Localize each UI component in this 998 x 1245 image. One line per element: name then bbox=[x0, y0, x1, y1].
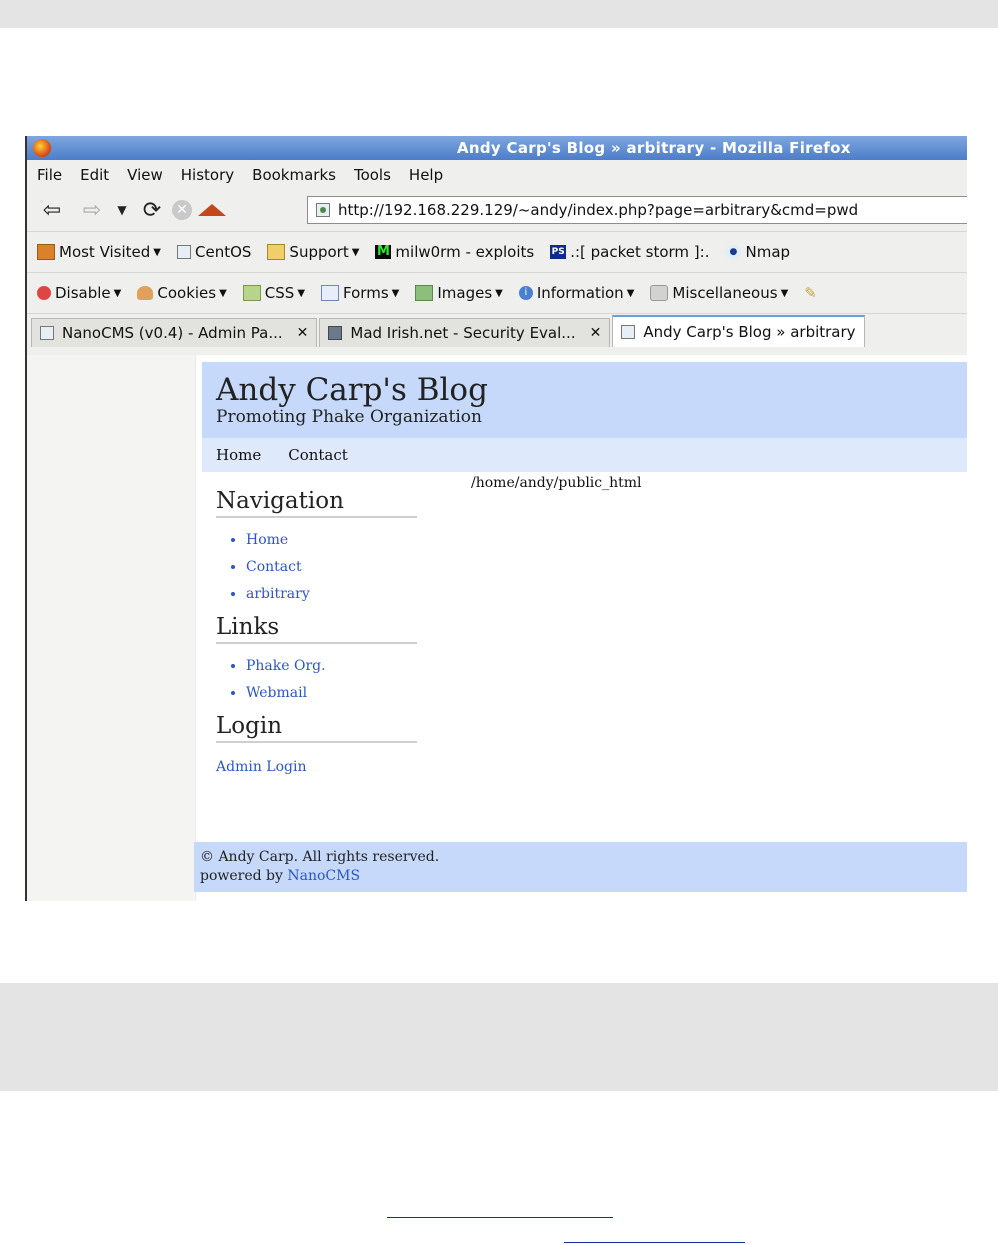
folder-icon bbox=[267, 244, 285, 260]
blog-page bbox=[200, 362, 967, 884]
devtool-more-icon[interactable]: ✎ bbox=[804, 284, 817, 302]
page-viewport bbox=[27, 355, 967, 901]
most-visited-icon bbox=[37, 244, 55, 260]
devtool-label: Forms bbox=[343, 284, 389, 302]
devtool-disable[interactable] bbox=[37, 284, 121, 302]
menu-tools[interactable]: Tools bbox=[353, 165, 391, 184]
bookmark-most-visited[interactable] bbox=[37, 243, 161, 261]
navigation-heading: Navigation bbox=[216, 488, 417, 518]
nav-link-arbitrary[interactable]: • arbitrary bbox=[246, 586, 417, 602]
menu-edit[interactable]: Edit bbox=[80, 165, 110, 184]
bookmark-centos[interactable] bbox=[177, 243, 251, 261]
top-gray-band bbox=[0, 0, 998, 28]
window-title: Andy Carp's Blog » arbitrary - Mozilla Firefox bbox=[457, 139, 851, 157]
chevron-down-icon: ▼ bbox=[153, 246, 161, 258]
devtool-cookies[interactable] bbox=[137, 284, 226, 302]
navigation-list bbox=[216, 532, 417, 602]
admin-login-link[interactable]: Admin Login bbox=[216, 759, 307, 775]
stop-icon: ✕ bbox=[172, 200, 192, 220]
stop-button[interactable] bbox=[167, 195, 197, 225]
link-phake-org[interactable]: • Phake Org. bbox=[246, 658, 417, 674]
command-output: /home/andy/public_html bbox=[471, 475, 642, 491]
packetstorm-icon: PS bbox=[551, 247, 565, 257]
bookmark-label: Most Visited bbox=[59, 243, 151, 261]
chevron-down-icon: ▼ bbox=[219, 287, 227, 299]
nanocms-link[interactable]: NanoCMS bbox=[287, 868, 361, 884]
page-icon bbox=[621, 325, 635, 339]
reload-icon[interactable]: ⟳ bbox=[142, 197, 162, 223]
information-icon: i bbox=[519, 286, 533, 300]
bookmark-milw0rm[interactable] bbox=[375, 243, 534, 261]
tab-madirish[interactable] bbox=[319, 318, 610, 347]
tab-strip bbox=[27, 313, 967, 347]
bookmark-packet-storm[interactable] bbox=[550, 243, 709, 261]
tab-nanocms[interactable] bbox=[31, 318, 317, 347]
blog-subtitle: Promoting Phake Organization bbox=[216, 407, 482, 427]
chevron-down-icon: ▼ bbox=[391, 287, 400, 299]
topnav-contact[interactable]: Contact bbox=[288, 446, 348, 464]
menu-bar bbox=[27, 160, 967, 189]
milw0rm-icon: M bbox=[376, 244, 390, 259]
bookmark-label: CentOS bbox=[195, 243, 252, 261]
back-arrow-icon[interactable]: ⇦ bbox=[42, 197, 62, 223]
footnote-underline bbox=[564, 1242, 745, 1243]
close-tab-icon[interactable]: ✕ bbox=[589, 325, 602, 341]
devtool-miscellaneous[interactable] bbox=[650, 284, 788, 302]
images-icon bbox=[415, 285, 433, 301]
links-heading: Links bbox=[216, 614, 417, 644]
bookmark-support[interactable] bbox=[267, 243, 359, 261]
footnote-underline bbox=[387, 1217, 613, 1218]
middle-gray-band bbox=[0, 983, 998, 1091]
page-icon bbox=[177, 245, 191, 259]
devtool-forms[interactable] bbox=[321, 284, 399, 302]
chevron-down-icon: ▼ bbox=[495, 287, 503, 299]
bookmark-label: Nmap bbox=[745, 243, 791, 261]
blog-sidebar bbox=[216, 488, 417, 775]
url-text[interactable]: http://192.168.229.129/~andy/index.php?page=arbitrary&cmd=pwd bbox=[338, 201, 859, 219]
history-dropdown-icon[interactable]: ▼ bbox=[117, 203, 127, 217]
nav-link-home[interactable]: • Home bbox=[246, 532, 417, 548]
bookmark-label: Support bbox=[289, 243, 349, 261]
devtool-label: Cookies bbox=[157, 284, 217, 302]
bookmark-label: milw0rm - exploits bbox=[395, 243, 535, 261]
blog-title: Andy Carp's Blog bbox=[216, 372, 488, 408]
tab-label: Mad Irish.net - Security Eval... bbox=[350, 324, 576, 342]
blog-header bbox=[202, 362, 967, 438]
chevron-down-icon: ▼ bbox=[351, 246, 360, 258]
devtool-images[interactable] bbox=[415, 284, 503, 302]
devtool-label: Information bbox=[536, 284, 624, 302]
cookies-icon bbox=[137, 286, 153, 300]
powered-by-text: powered by bbox=[200, 868, 288, 884]
title-bar bbox=[27, 136, 967, 160]
devtool-label: Miscellaneous bbox=[672, 284, 778, 302]
miscellaneous-icon bbox=[650, 285, 668, 301]
devtool-label: Disable bbox=[55, 284, 111, 302]
bookmark-label: .:[ packet storm ]:. bbox=[570, 243, 710, 261]
firefox-logo-icon[interactable] bbox=[33, 139, 51, 157]
devtool-label: CSS bbox=[264, 284, 295, 302]
bookmarks-toolbar bbox=[27, 231, 967, 272]
home-button[interactable] bbox=[197, 195, 227, 225]
chevron-down-icon: ▼ bbox=[113, 287, 122, 299]
css-icon bbox=[243, 285, 261, 301]
page-icon bbox=[40, 326, 54, 340]
link-webmail[interactable]: • Webmail bbox=[246, 685, 417, 701]
web-developer-toolbar bbox=[27, 272, 967, 313]
site-identity-icon[interactable] bbox=[316, 203, 330, 217]
menu-history[interactable]: History bbox=[180, 165, 235, 184]
blog-content bbox=[202, 472, 967, 842]
tab-label: Andy Carp's Blog » arbitrary bbox=[643, 323, 856, 341]
tab-label: NanoCMS (v0.4) - Admin Pa... bbox=[62, 324, 283, 342]
home-icon bbox=[198, 204, 226, 216]
chevron-down-icon: ▼ bbox=[297, 287, 306, 299]
menu-view[interactable]: View bbox=[127, 165, 163, 184]
tab-andy-carps-blog[interactable] bbox=[612, 315, 864, 347]
navigation-toolbar bbox=[27, 189, 967, 231]
login-heading: Login bbox=[216, 713, 417, 743]
eye-icon: ● bbox=[725, 245, 741, 259]
disable-icon bbox=[37, 286, 51, 300]
forms-icon bbox=[321, 285, 339, 301]
footer-powered bbox=[200, 867, 967, 886]
menu-file[interactable]: File bbox=[37, 165, 63, 184]
devtool-label: Images bbox=[437, 284, 493, 302]
blog-top-nav bbox=[202, 438, 967, 472]
nav-link-contact[interactable]: • Contact bbox=[246, 559, 417, 575]
menu-bookmarks[interactable]: Bookmarks bbox=[252, 165, 336, 184]
forward-arrow-icon[interactable]: ⇨ bbox=[82, 197, 102, 223]
devtool-information[interactable] bbox=[519, 284, 635, 302]
links-list bbox=[216, 658, 417, 701]
close-tab-icon[interactable]: ✕ bbox=[296, 325, 309, 341]
chevron-down-icon: ▼ bbox=[626, 287, 635, 299]
chevron-down-icon: ▼ bbox=[780, 287, 789, 299]
madirish-icon bbox=[328, 326, 342, 340]
devtool-css[interactable] bbox=[243, 284, 305, 302]
blog-footer bbox=[194, 842, 967, 892]
url-bar[interactable] bbox=[307, 196, 967, 224]
footer-copyright: © Andy Carp. All rights reserved. bbox=[200, 849, 440, 865]
topnav-home[interactable]: Home bbox=[216, 446, 262, 464]
bookmark-nmap[interactable] bbox=[725, 243, 790, 261]
page-margin bbox=[27, 355, 196, 901]
menu-help[interactable]: Help bbox=[408, 165, 444, 184]
firefox-window bbox=[25, 136, 967, 901]
